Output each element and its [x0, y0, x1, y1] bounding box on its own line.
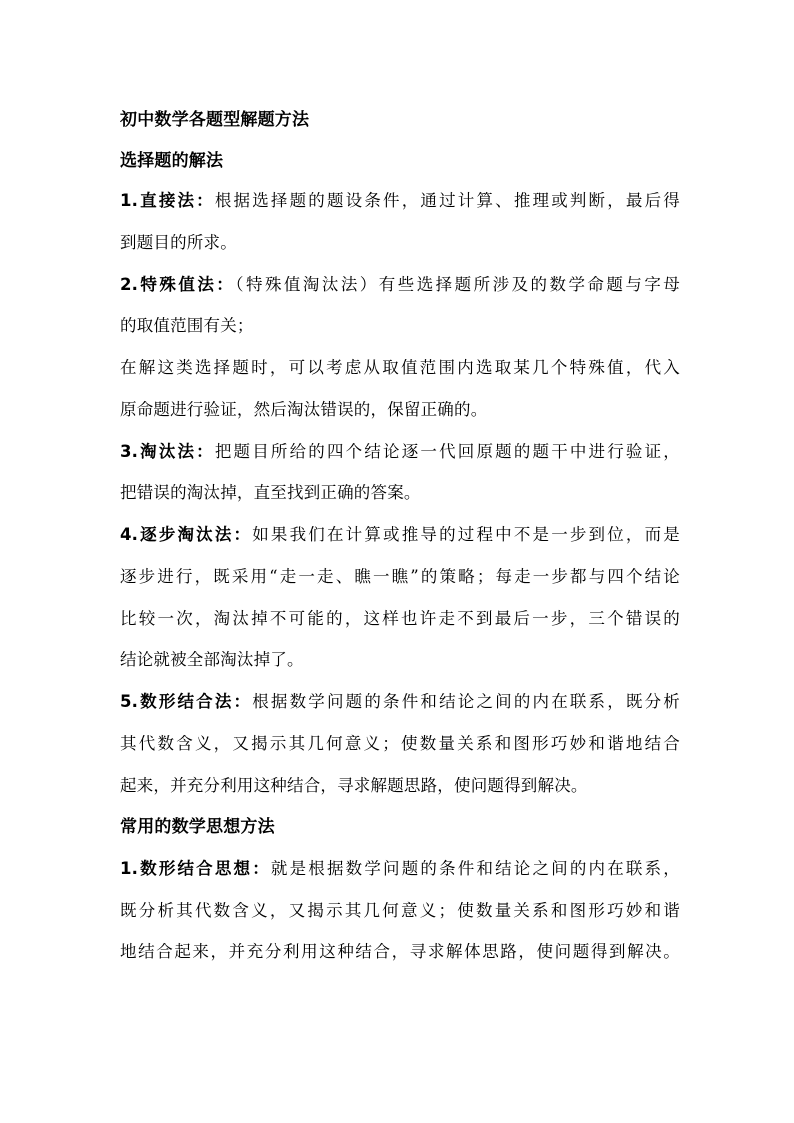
paragraph-shape-number-thinking-line-2: 既分析其代数含义，又揭示其几何意义；使数量关系和图形巧妙和谐 — [120, 901, 680, 920]
paragraph-lead: 5.数形结合法： — [120, 692, 253, 711]
document-title: 初中数学各题型解题方法 — [120, 110, 310, 130]
paragraph-text: 根据数学问题的条件和结论之间的内在联系，既分析 — [252, 692, 680, 711]
paragraph-elimination-line-2: 把错误的淘汰掉，直至找到正确的答案。 — [120, 483, 421, 502]
paragraph-special-value-line-2: 的取值范围有关； — [120, 316, 254, 335]
paragraph-stepwise-line-1 — [120, 523, 680, 547]
paragraph-stepwise-line-3: 比较一次，淘汰掉不可能的，这样也许走不到最后一步，三个错误的 — [120, 609, 680, 628]
paragraph-text: 就是根据数学问题的条件和结论之间的内在联系， — [270, 859, 680, 878]
paragraph-text: （特殊值淘汰法）有些选择题所涉及的数学命题与字母 — [235, 275, 680, 294]
paragraph-lead: 1.直接法： — [120, 191, 215, 210]
paragraph-shape-number-thinking-line-1 — [120, 857, 680, 881]
paragraph-lead: 2.特殊值法： — [120, 275, 236, 294]
section-heading-thinking-methods: 常用的数学思想方法 — [120, 817, 275, 837]
section-heading-choice-questions: 选择题的解法 — [120, 151, 224, 171]
paragraph-elimination-line-1 — [120, 440, 680, 464]
paragraph-shape-number-line-1 — [120, 690, 680, 714]
paragraph-special-value-line-3: 在解这类选择题时，可以考虑从取值范围内选取某几个特殊值，代入 — [120, 358, 680, 377]
paragraph-lead: 4.逐步淘汰法： — [120, 525, 253, 544]
paragraph-shape-number-thinking-line-3: 地结合起来，并充分利用这种结合，寻求解体思路，使问题得到解决。 — [120, 942, 680, 961]
paragraph-stepwise-line-4: 结论就被全部淘汰掉了。 — [120, 650, 304, 669]
paragraph-shape-number-line-2: 其代数含义，又揭示其几何意义；使数量关系和图形巧妙和谐地结合 — [120, 734, 680, 753]
paragraph-text: 把题目所给的四个结论逐一代回原题的题干中进行验证， — [214, 442, 680, 461]
paragraph-special-value-line-4: 原命题进行验证，然后淘汰错误的，保留正确的。 — [120, 400, 488, 419]
paragraph-stepwise-line-2: 逐步进行，既采用“走一走、瞧一瞧”的策略；每走一步都与四个结论 — [120, 567, 680, 586]
paragraph-direct-method-line-1 — [120, 189, 680, 213]
paragraph-lead: 3.淘汰法： — [120, 442, 215, 461]
paragraph-text: 根据选择题的题设条件，通过计算、推理或判断，最后得 — [214, 191, 680, 210]
paragraph-special-value-line-1 — [120, 273, 680, 297]
paragraph-lead: 1.数形结合思想： — [120, 859, 271, 878]
paragraph-shape-number-line-3: 起来，并充分利用这种结合，寻求解题思路，使问题得到解决。 — [120, 776, 588, 795]
paragraph-direct-method-line-2: 到题目的所求。 — [120, 233, 237, 252]
paragraph-text: 如果我们在计算或推导的过程中不是一步到位，而是 — [252, 525, 680, 544]
